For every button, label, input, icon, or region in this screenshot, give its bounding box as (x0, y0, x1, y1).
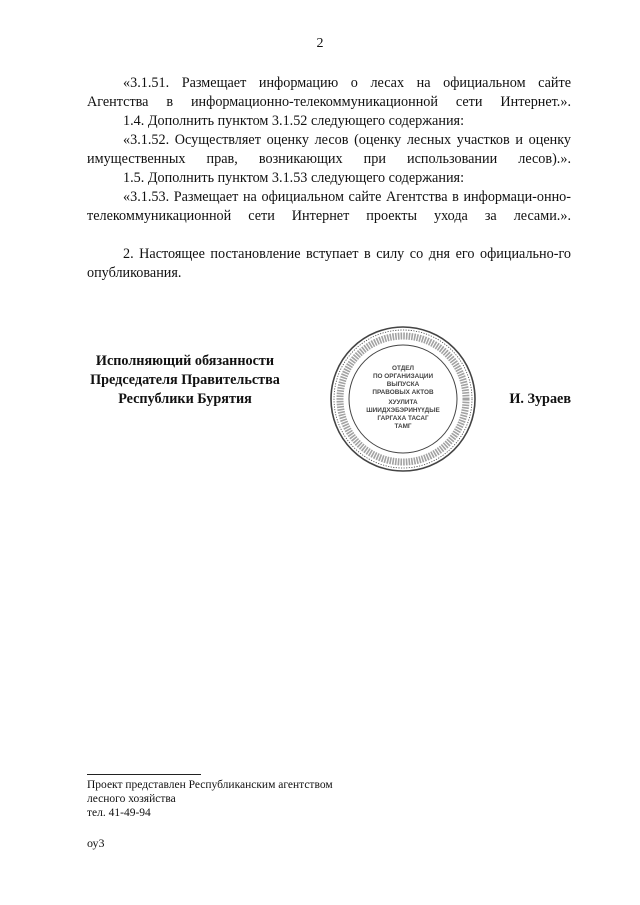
signatory-title-line: Исполняющий обязанности (95, 353, 275, 369)
paragraph-2-effective: 2. Настоящее постановление вступает в силу со дня его официально-го опубликования. (87, 246, 571, 281)
official-seal (328, 324, 478, 474)
signatory-title-line: Республики Бурятия (118, 391, 252, 407)
footnote (87, 778, 333, 820)
seal-line: ОТДЕЛ (391, 365, 415, 372)
paragraph-1-4: 1.4. Дополнить пунктом 3.1.52 следующего содержания: (123, 113, 465, 129)
seal-inner-text (366, 365, 440, 430)
seal-line: ШИИДХЭБЭРИНҮҮДЫЕ (366, 407, 440, 414)
page-number: 2 (316, 36, 324, 51)
footnote-line: Проект представлен Республиканским агентством (87, 779, 333, 791)
document-code: оу3 (87, 836, 105, 850)
seal-line: ПО ОРГАНИЗАЦИИ (372, 373, 434, 380)
footnote-divider (87, 774, 201, 775)
seal-line: ГАРГАХА ТАСАГ (377, 415, 429, 422)
seal-graphic (328, 324, 478, 474)
paragraph-3-1-53: «3.1.53. Размещает на официальном сайте Агентства в информаци-онно-телекоммуникационной сети Интернет проекты ухода за лесами.». (87, 189, 571, 224)
paragraph-1-5: 1.5. Дополнить пунктом 3.1.53 следующего содержания: (123, 170, 465, 186)
signatory-title (87, 352, 283, 409)
paragraph-3-1-51: «3.1.51. Размещает информацию о лесах на официальном сайте Агентства в информационно-телекоммуникационной сети Интернет.». (87, 75, 571, 110)
seal-line: ВЫПУСКА (386, 381, 420, 388)
signatory-title-line: Председателя Правительства (90, 372, 280, 388)
seal-line: ПРАВОВЫХ АКТОВ (372, 389, 434, 396)
seal-line: ХУУЛИТА (388, 399, 418, 406)
seal-line: ТАМГ (394, 423, 412, 430)
footnote-line: лесного хозяйства (87, 793, 176, 805)
footnote-line: тел. 41-49-94 (87, 807, 151, 819)
document-body (87, 74, 571, 283)
paragraph-3-1-52: «3.1.52. Осуществляет оценку лесов (оценку лесных участков и оценку имущественных прав, возникающих при использовании лесов).». (87, 132, 571, 167)
signatory-name: И. Зураев (509, 391, 571, 407)
